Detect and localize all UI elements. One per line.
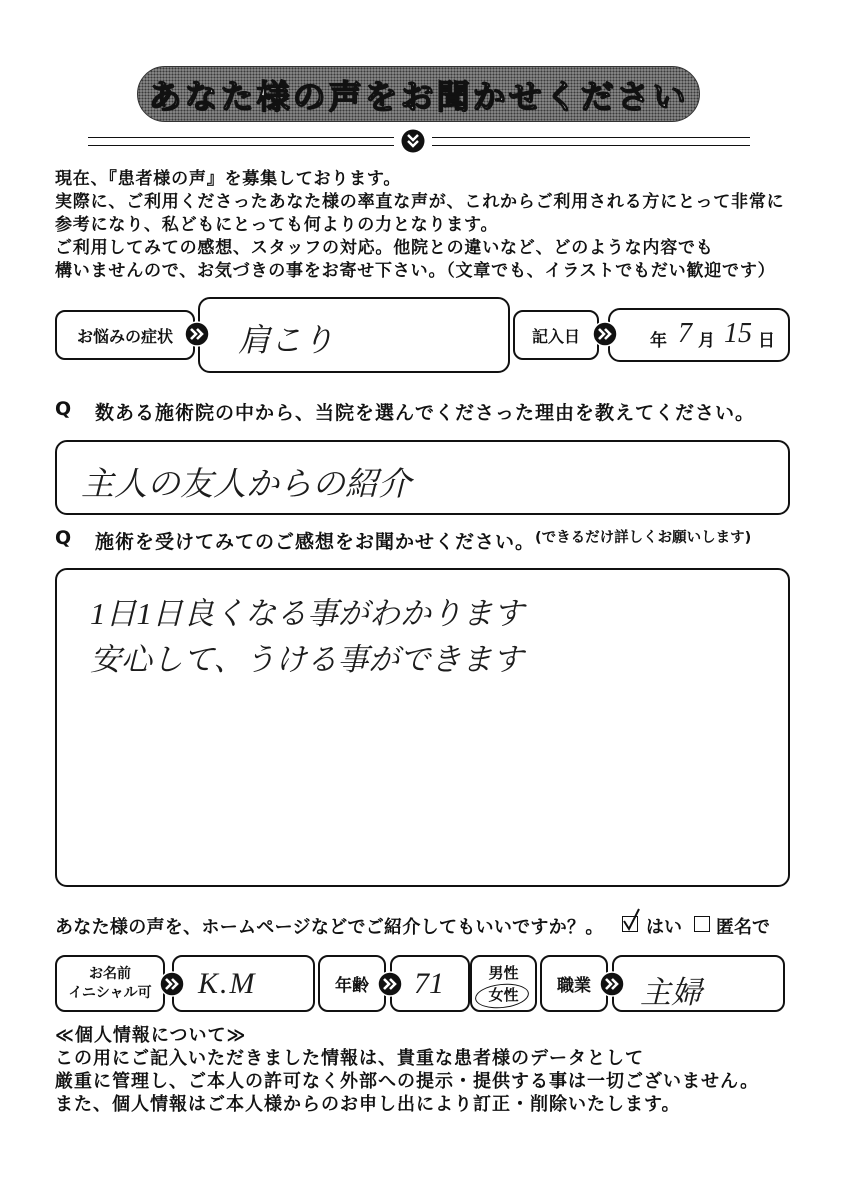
double-chevron-right-icon [377, 971, 403, 997]
age-label-box [318, 955, 386, 1012]
question-2-note: (できるだけ詳しくお願いします) [535, 530, 752, 546]
double-chevron-down-icon [401, 129, 425, 153]
name-label-note: イニシャル可 [68, 984, 152, 1001]
privacy-line: また、個人情報はご本人様からのお申し出により訂正・削除いたします。 [55, 1094, 681, 1115]
intro-line: 実際に、ご利用くださったあなた様の率直な声が、これからご利用される方にとって非常に [55, 192, 785, 212]
intro-line: 現在、『患者様の声』を募集しております。 [55, 169, 402, 189]
check-icon [620, 907, 642, 933]
question-2-text: 施術を受けてみてのご感想をお聞かせください。 [95, 531, 536, 553]
age-label: 年齢 [335, 976, 369, 996]
occupation-label: 職業 [557, 976, 591, 996]
double-chevron-right-icon [159, 971, 185, 997]
consent-anonymous-label: 匿名で [716, 917, 770, 938]
name-handwritten-value: K.M [198, 967, 257, 1000]
name-field [172, 955, 315, 1012]
occupation-handwritten-value: 主婦 [640, 975, 702, 1010]
occupation-field [612, 955, 785, 1012]
intro-paragraph [55, 168, 784, 283]
privacy-heading: ≪個人情報について≫ [55, 1025, 247, 1046]
question-1 [55, 398, 775, 424]
double-chevron-right-icon [599, 971, 625, 997]
consent-question: あなた様の声を、ホームページなどでご紹介してもいいですか？。 [55, 917, 604, 938]
intro-line: ご利用してみての感想、スタッフの対応。他院との違いなど、どのような内容でも [55, 238, 714, 258]
symptom-label: お悩みの症状 [76, 326, 173, 346]
symptom-handwritten-value: 肩こり [238, 322, 335, 358]
privacy-notice [55, 1024, 759, 1116]
name-label-box [55, 955, 165, 1012]
privacy-line: この用にご記入いただきました情報は、貴重な患者様のデータとして [55, 1048, 644, 1069]
symptom-label-box [55, 310, 195, 360]
gender-female-option: 女性 [488, 985, 519, 1004]
year-unit: 年 [650, 331, 667, 351]
question-marker: Q [55, 527, 73, 549]
question-1-handwritten-answer: 主人の友人からの紹介 [81, 467, 411, 503]
consent-anonymous-checkbox [694, 916, 710, 932]
header-banner [137, 66, 700, 122]
double-chevron-right-icon [184, 321, 210, 347]
entry-date-label-box [513, 310, 599, 360]
question-2-handwritten-line: 安心して、うける事ができます [90, 642, 524, 677]
privacy-line: 厳重に管理し、ご本人の許可なく外部への提示・提供する事は一切ございません。 [55, 1071, 760, 1092]
question-2-answer-box [55, 568, 790, 887]
gender-male-option: 男性 [488, 963, 519, 982]
age-handwritten-value: 71 [414, 967, 444, 1000]
consent-yes-label: はい [646, 917, 682, 938]
intro-line: 構いませんので、お気づきの事をお寄せ下さい。（文章でも、イラストでもだい歓迎です） [55, 261, 776, 281]
double-chevron-right-icon [592, 321, 618, 347]
symptom-field [198, 297, 510, 373]
entry-date-label: 記入日 [531, 326, 580, 346]
name-label: お名前 [89, 965, 131, 982]
question-2 [55, 527, 535, 553]
intro-line: 参考になり、私どもにとっても何よりの力となります。 [55, 215, 499, 235]
entry-date-field [608, 308, 790, 362]
month-handwritten-value: 7 [678, 318, 692, 349]
day-handwritten-value: 15 [724, 318, 752, 349]
question-1-text: 数ある施術院の中から、当院を選んでくださった理由を教えてください。 [95, 402, 756, 424]
question-1-answer-box [55, 440, 790, 515]
occupation-label-box [540, 955, 608, 1012]
question-marker: Q [55, 398, 73, 420]
day-unit: 日 [758, 331, 775, 351]
month-unit: 月 [698, 331, 715, 351]
page-title: あなた様の声をお聞かせください [148, 76, 689, 116]
question-2-handwritten-line: 1日1日良くなる事がわかります [90, 596, 524, 631]
